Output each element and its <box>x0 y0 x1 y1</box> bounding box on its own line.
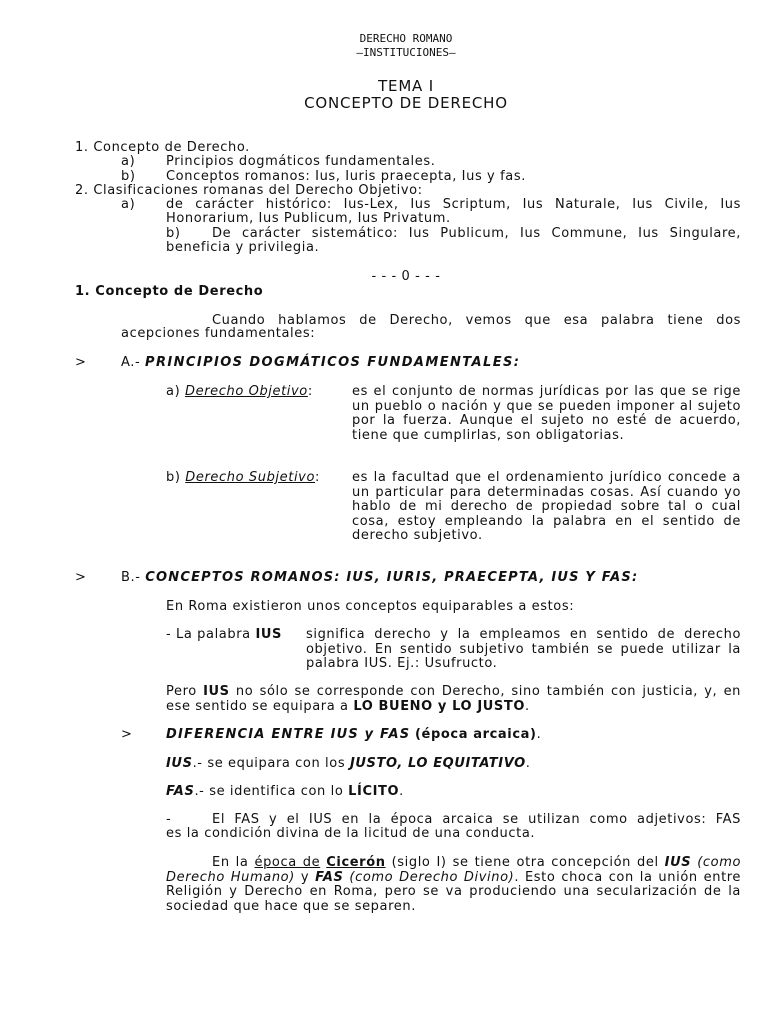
part-a-heading <box>121 356 520 371</box>
ius-dash: - La palabra <box>166 627 251 642</box>
ius-definition: significa derecho y la empleamos en sentido de derecho objetivo. En sentido subjetivo también se puede utilizar la palabra IUS. Ej.: Usufructo. <box>306 627 741 671</box>
toc-item-1b: Conceptos romanos: Ius, Iuris praecepta, Ius y fas. <box>166 169 526 184</box>
definition-subjective-colon: : <box>315 470 320 485</box>
toc-item-1: 1. Concepto de Derecho. <box>75 140 250 155</box>
diferencia-end: . <box>536 727 542 742</box>
fas-equivalence-end: . <box>399 784 404 799</box>
pero-end: . <box>525 698 530 714</box>
page-title: CONCEPTO DE DERECHO <box>304 94 508 112</box>
pero-ius: IUS <box>203 684 230 699</box>
diferencia-paren: (época arcaica) <box>415 727 537 742</box>
pero-paragraph <box>166 685 741 714</box>
definition-objective-prefix: a) <box>166 384 181 399</box>
diferencia-title: DIFERENCIA ENTRE IUS y FAS <box>166 727 411 742</box>
ciceron-text-3: (como Derecho Humano) <box>166 855 742 885</box>
ciceron-text-5: . Esto choca con la unión entre Religión y Derecho en Roma, pero se va produciendo una secularización de la sociedad que hace que se separen. <box>166 869 742 914</box>
part-a-title: PRINCIPIOS DOGMÁTICOS FUNDAMENTALES <box>145 355 514 370</box>
ciceron-epoca: época de <box>254 855 321 870</box>
fas-equivalence-text: .- se identifica con lo <box>194 784 344 799</box>
diferencia-heading <box>166 728 541 743</box>
ius-equivalence-text: .- se equipara con los <box>192 756 346 771</box>
part-a-colon: : <box>513 355 520 370</box>
toc-item-2: 2. Clasificaciones romanas del Derecho Objetivo: <box>75 183 423 198</box>
part-a-prefix: A.- <box>121 355 141 370</box>
archaic-text-line2: es la condición divina de la licitud de una conducta. <box>166 826 536 841</box>
section-intro-line1: Cuando hablamos de Derecho, vemos que esa palabra tiene dos <box>212 313 741 328</box>
bullet-arrow: > <box>121 727 133 742</box>
toc-item-2a-line1: de carácter histórico: Ius-Lex, Ius Scriptum, Ius Naturale, Ius Civile, Ius <box>166 197 741 212</box>
ciceron-name: Cicerón <box>326 855 386 870</box>
fas-equivalence <box>166 785 404 800</box>
ius-word: IUS <box>255 627 283 642</box>
part-b-heading <box>121 571 638 586</box>
section-heading: 1. Concepto de Derecho <box>75 284 264 299</box>
toc-item-2a-line2: Honorarium, Ius Publicum, Ius Privatum. <box>166 211 451 226</box>
bullet-arrow: > <box>75 570 87 585</box>
course-subtitle: –INSTITUCIONES– <box>356 46 456 59</box>
toc-item-1b-mark: b) <box>121 169 136 184</box>
toc-item-2b-line1: De carácter sistemático: Ius Publicum, Ius Commune, Ius Singulare, <box>212 226 741 241</box>
fas-equivalence-bold: LÍCITO <box>348 784 400 799</box>
definition-subjective-text: es la facultad que el ordenamiento jurídico concede a un particular para determinadas cosas. Así cuando yo hablo de mi derecho de propiedad sobre tal o cual cosa, estoy empleando la palabra en el sentido de derecho subjetivo. <box>352 470 741 543</box>
bullet-arrow: > <box>75 355 87 370</box>
pero-bold: LO BUENO y LO JUSTO <box>353 698 525 714</box>
toc-item-2b-line2: beneficia y privilegia. <box>166 240 320 255</box>
ciceron-text-2: (siglo I) se tiene otra concepción del <box>391 855 659 870</box>
toc-item-2a-mark: a) <box>121 197 136 212</box>
part-b-title: CONCEPTOS ROMANOS: IUS, IURIS, PRAECEPTA, IUS Y FAS: <box>145 570 639 585</box>
definition-objective-colon: : <box>307 384 313 399</box>
tema-label: TEMA I <box>378 77 434 95</box>
part-b-prefix: B.- <box>121 570 141 585</box>
definition-objective-term: Derecho Objetivo <box>184 384 308 399</box>
fas-equivalence-term: FAS <box>166 784 195 799</box>
part-b-intro: En Roma existieron unos conceptos equiparables a estos: <box>166 599 575 614</box>
section-intro-line2: acepciones fundamentales: <box>121 326 316 341</box>
definition-subjective-term: Derecho Subjetivo <box>185 470 315 485</box>
archaic-dash: - <box>166 812 172 827</box>
definition-subjective-label <box>166 471 320 486</box>
ius-label <box>166 628 282 643</box>
ius-equivalence-term: IUS <box>166 756 193 771</box>
ciceron-paragraph <box>166 856 741 914</box>
pero-text-1: Pero <box>166 684 197 699</box>
ciceron-fas: FAS <box>315 869 344 885</box>
definition-objective-text: es el conjunto de normas jurídicas por las que se rige un pueblo o nación y que se pueden imponer al sujeto por la fuerza. Aunque el sujeto no esté de acuerdo, tiene que cumplirlas, son obligatorias. <box>352 384 741 443</box>
ius-equivalence-bold: JUSTO, LO EQUITATIVO <box>349 756 526 771</box>
ius-equivalence-end: . <box>525 756 531 771</box>
ciceron-text-1: En la <box>212 855 249 870</box>
toc-item-2b-mark: b) <box>166 226 181 241</box>
pero-text-2: no sólo se corresponde con Derecho, sino también con justicia, y, en ese sentido se equipara a <box>166 684 742 714</box>
separator: - - - 0 - - - <box>371 269 441 284</box>
course-title: DERECHO ROMANO <box>359 32 453 45</box>
ciceron-text-4: (como Derecho Divino) <box>349 869 515 885</box>
ciceron-y: y <box>300 869 310 885</box>
toc-item-1a-mark: a) <box>121 154 136 169</box>
ciceron-ius: IUS <box>664 855 692 870</box>
definition-subjective-prefix: b) <box>166 470 181 485</box>
ius-equivalence <box>166 757 531 772</box>
definition-objective-label <box>166 385 313 400</box>
archaic-text-line1: El FAS y el IUS en la época arcaica se utilizan como adjetivos: FAS <box>212 812 741 827</box>
toc-item-1a: Principios dogmáticos fundamentales. <box>166 154 436 169</box>
